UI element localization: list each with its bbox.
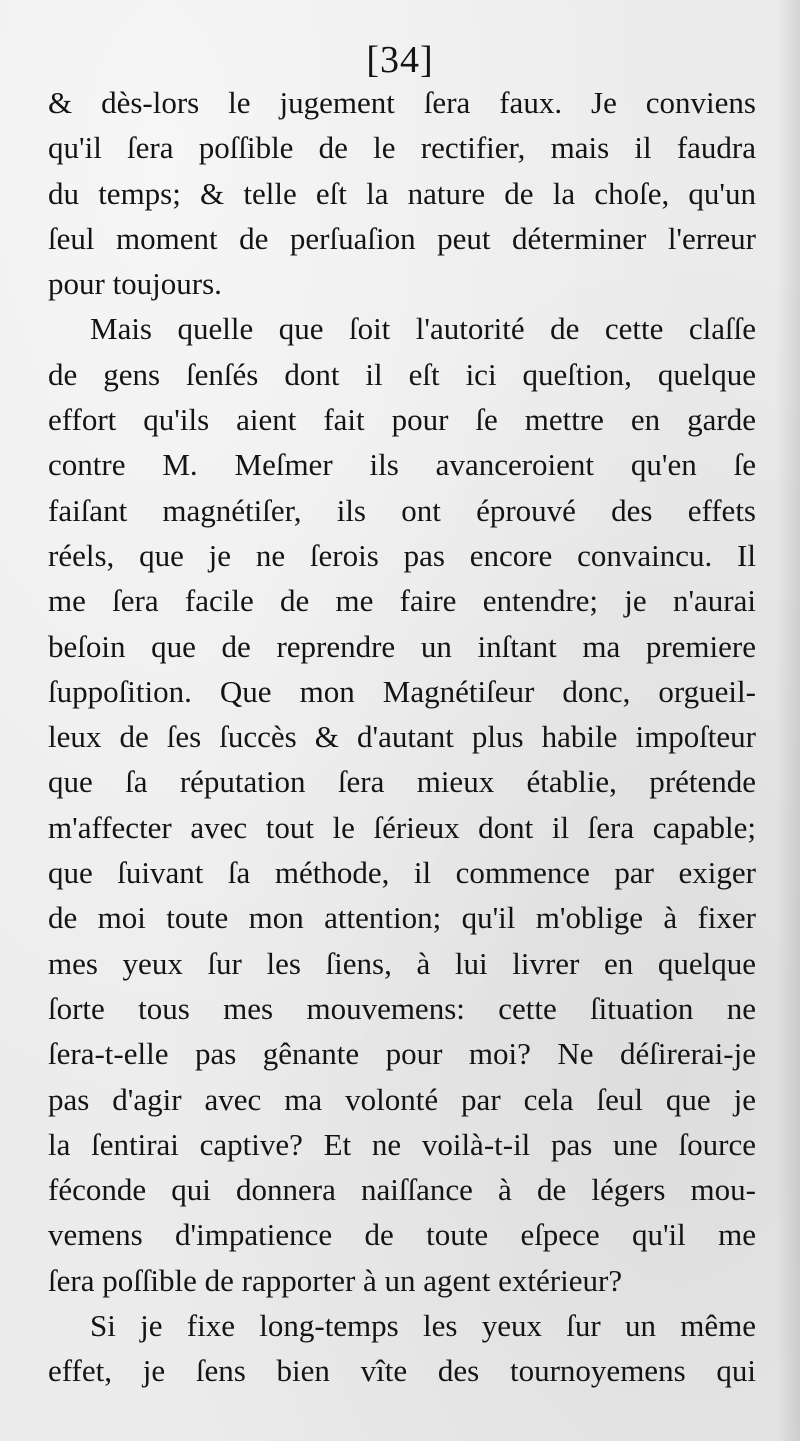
text-line: qu'il ſera poſſible de le rectifier, mais il faudra	[48, 130, 756, 166]
text-line: Mais quelle que ſoit l'autorité de cette claſſe	[90, 311, 756, 347]
page-number: [34]	[366, 39, 434, 81]
text-line: pour toujours.	[48, 266, 222, 302]
text-line: mes yeux ſur les ſiens, à lui livrer en quelque	[48, 945, 756, 981]
text-line: me ſera facile de me faire entendre; je n'aurai	[48, 583, 756, 619]
text-line: de moi toute mon attention; qu'il m'oblige à fixer	[48, 900, 756, 936]
text-line: ſera poſſible de rapporter à un agent extérieur?	[48, 1262, 623, 1298]
text-line: beſoin que de reprendre un inſtant ma premiere	[48, 628, 756, 664]
text-line: que ſa réputation ſera mieux établie, prétende	[48, 764, 756, 800]
text-line: pas d'agir avec ma volonté par cela ſeul que je	[48, 1081, 756, 1117]
text-line: réels, que je ne ſerois pas encore convaincu. Il	[48, 537, 756, 573]
text-line: faiſant magnétiſer, ils ont éprouvé des effets	[48, 492, 756, 528]
text-line: de gens ſenſés dont il eſt ici queſtion, quelque	[48, 356, 756, 392]
text-line: ſeul moment de perſuaſion peut déterminer l'erreur	[48, 220, 756, 256]
text-line: leux de ſes ſuccès & d'autant plus habile impoſteur	[48, 719, 756, 755]
text-line: ſera-t-elle pas gênante pour moi? Ne déſirerai-je	[48, 1036, 756, 1072]
text-line: contre M. Meſmer ils avanceroient qu'en ſe	[48, 447, 756, 483]
text-line: la ſentirai captive? Et ne voilà-t-il pas une ſource	[48, 1126, 756, 1162]
text-line: & dès-lors le jugement ſera faux. Je conviens	[48, 85, 756, 120]
text-line: m'affecter avec tout le ſérieux dont il ſera capable;	[48, 809, 756, 845]
text-line: Si je fixe long-temps les yeux ſur un même	[90, 1308, 756, 1344]
text-line: que ſuivant ſa méthode, il commence par exiger	[48, 855, 756, 891]
text-line: effort qu'ils aient fait pour ſe mettre en garde	[48, 402, 756, 438]
text-line: ſorte tous mes mouvemens: cette ſituation ne	[48, 990, 756, 1026]
text-line: vemens d'impatience de toute eſpece qu'il me	[48, 1217, 756, 1253]
page-edge-shadow	[776, 0, 800, 1441]
text-line: du temps; & telle eſt la nature de la choſe, qu'un	[48, 175, 756, 211]
body-text	[48, 80, 756, 1394]
text-line: effet, je ſens bien vîte des tournoyemens qui	[48, 1353, 756, 1389]
text-line: ſuppoſition. Que mon Magnétiſeur donc, orgueil-	[48, 673, 756, 709]
text-line: féconde qui donnera naiſſance à de légers mou-	[48, 1172, 756, 1208]
